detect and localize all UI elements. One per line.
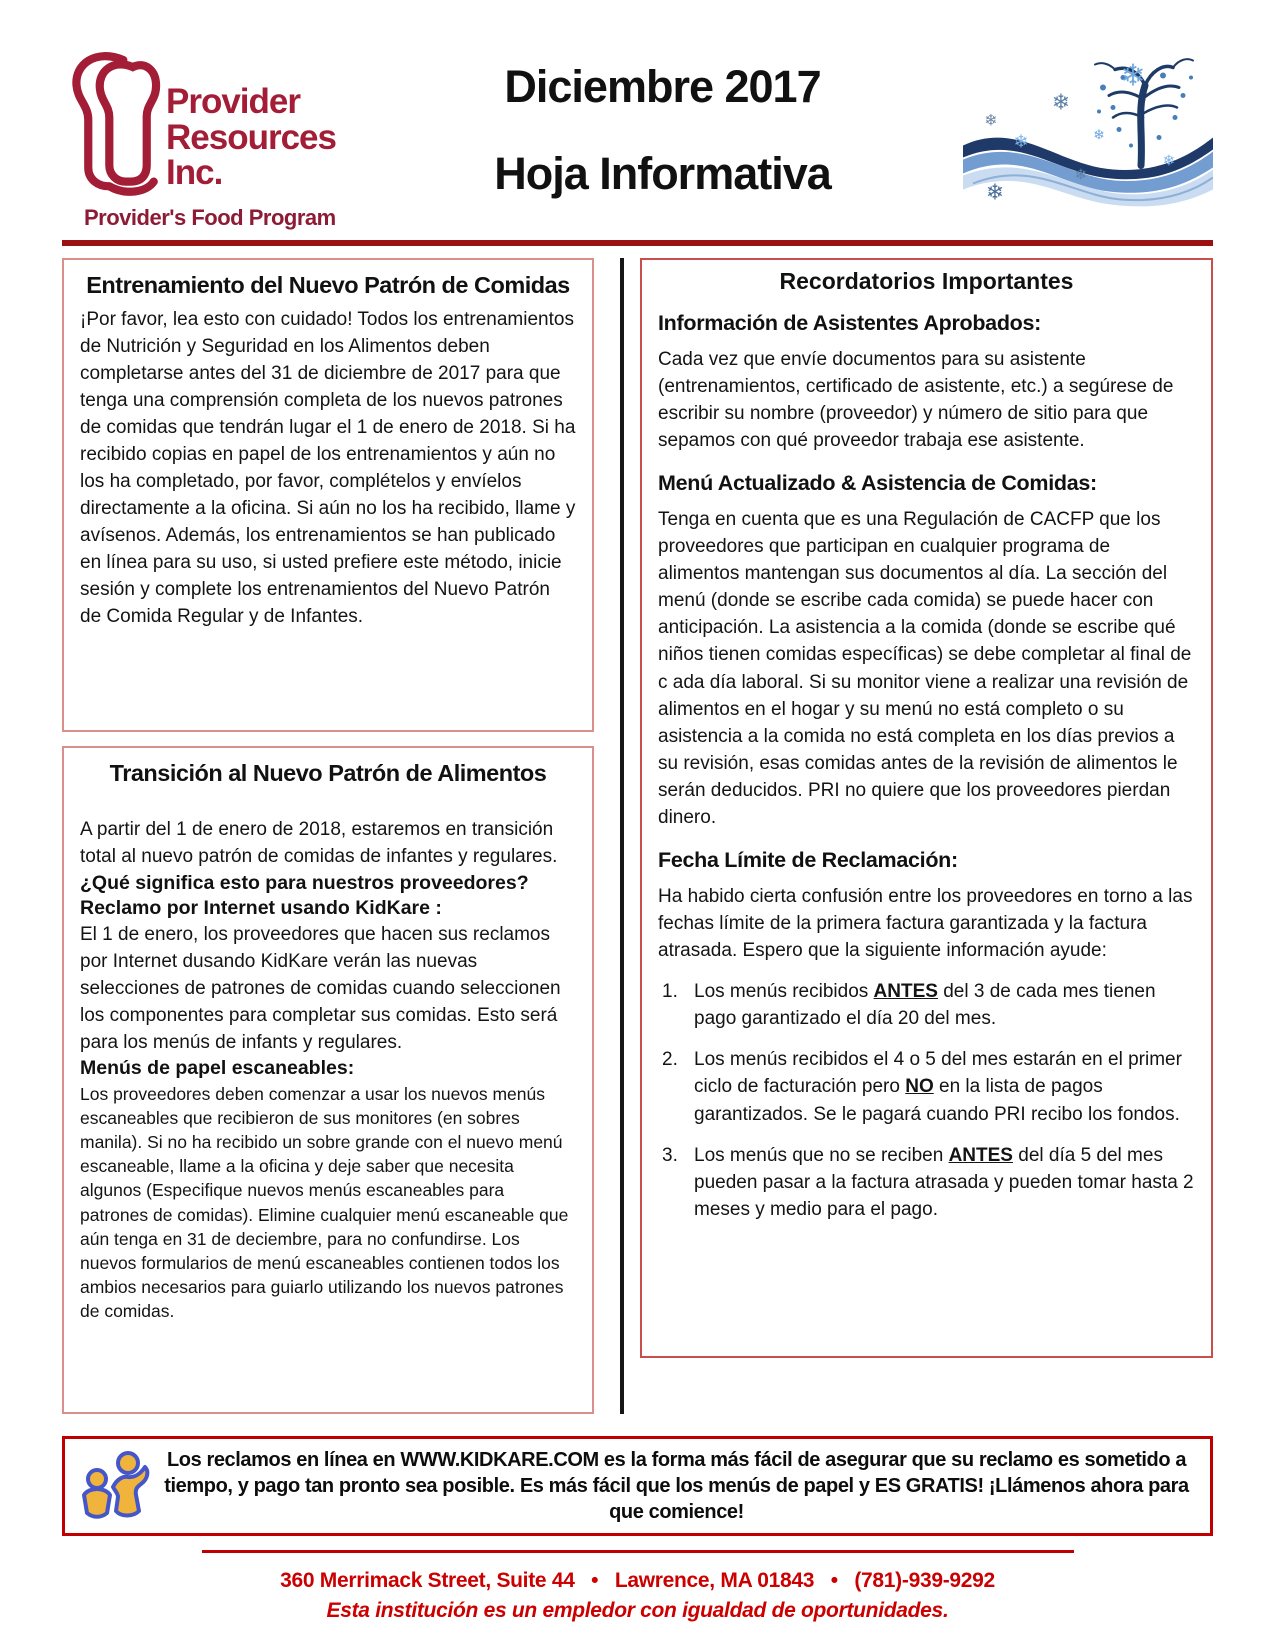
claim-deadline-heading: Fecha Límite de Reclamación: — [658, 847, 958, 872]
footer-address: 360 Merrimack Street, Suite 44 • Lawrence, MA 01843 • (781)-939-9292 — [280, 1569, 995, 1592]
right-column — [640, 258, 1213, 1414]
logo-tagline: Provider's Food Program — [84, 205, 336, 230]
list-item-text: Los menús recibidos ANTES del 3 de cada mes tienen pago garantizado el día 20 del mes. — [694, 980, 1156, 1030]
reminders-title: Recordatorios Importantes — [779, 268, 1074, 294]
newsletter-titles — [362, 46, 963, 199]
column-divider — [620, 258, 624, 1414]
training-section-box — [62, 258, 594, 732]
logo-line1: Provider — [166, 82, 300, 121]
deadline-list — [658, 978, 1195, 1223]
bread-logo-icon — [62, 46, 180, 203]
header — [62, 46, 1213, 236]
transition-section-title: Transición al Nuevo Patrón de Alimentos — [109, 760, 547, 786]
logo-line2: Resources — [166, 117, 336, 157]
transition-section-box — [62, 746, 594, 1414]
scannable-menus-heading: Menús de papel escaneables: — [80, 1057, 355, 1080]
reminders-section-box — [640, 258, 1213, 1358]
menu-updated-heading: Menú Actualizado & Asistencia de Comidas: — [658, 470, 1097, 495]
logo-block — [62, 46, 362, 231]
logo-wordmark — [166, 84, 336, 191]
list-item-text: Los menús que no se reciben ANTES del día 5 del mes pueden pasar a la factura atrasada y pueden tomar hasta 2 meses y medio para el pago. — [694, 1144, 1194, 1221]
svg-text:❄: ❄ — [1051, 90, 1071, 116]
claim-deadline-body: Ha habido cierta confusión entre los proveedores en torno a las fechas límite de la primera factura garantizada y la factura atrasada. Espero que la siguiente información ayude: — [658, 885, 1193, 961]
main-columns — [62, 258, 1213, 1414]
emphasized-word: NO — [905, 1076, 934, 1098]
menu-updated-body: Tenga en cuenta que es una Regulación de CACFP que los proveedores que participan en cualquier programa de alimentos mantengan sus documentos al día. La sección del menú (donde se escribe cada comida) se puede hacer con anticipación. La asistencia a la comida (donde se escribe qué niños tienen comidas específicas) se debe completar al final de c ada día laboral. Si su monitor viene a realizar una revisión de alimentos en el hogar y su menú no está completo o su asistencia a la comida no está completa en los días previos a su revisión, esas comidas antes de la revisión de alimentos le serán deducidos. PRI no quiere que los proveedores pierdan dinero. — [658, 508, 1192, 829]
assistants-body: Cada vez que envíe documentos para su asistente (entrenamientos, certificado de asistente, etc.) a segúrese de escribir su nombre (proveedor) y número de sitio para que sepamos con qué proveedor trabaja ese asistente. — [658, 349, 1174, 452]
list-item-text: Los menús recibidos el 4 o 5 del mes estarán en el primer ciclo de facturación pero NO en la lista de pagos garantizados. Se le pagará cuando PRI recibo los fondos. — [694, 1049, 1182, 1125]
transition-question-heading: ¿Qué significa esto para nuestros proveedores? — [80, 871, 529, 894]
transition-paragraph-2: El 1 de enero, los proveedores que hacen sus reclamos por Internet dusando KidKare verán las nuevas selecciones de patrones de comidas cuando seleccionen los componentes para completar sus comidas. Esto será para los menús de infants y regulares. — [80, 923, 561, 1053]
people-icon — [79, 1449, 157, 1523]
deadline-list-item — [658, 1046, 1195, 1127]
kidkare-banner-text: Los reclamos en línea en WWW.KIDKARE.COM es la forma más fácil de asegurar que su reclamo es sometido a tiempo, y pago tan pronto sea posible. Es más fácil que los menús de papel y ES GRATIS! ¡Llámenos ahora para que comience! — [164, 1449, 1189, 1523]
kidkare-banner — [62, 1436, 1213, 1536]
list-number: 2. — [662, 1049, 678, 1071]
kidkare-claims-heading: Reclamo por Internet usando KidKare : — [80, 897, 442, 920]
emphasized-word: ANTES — [873, 980, 938, 1002]
emphasized-word: ANTES — [948, 1144, 1013, 1166]
footer — [62, 1550, 1213, 1623]
training-section-body: ¡Por favor, lea esto con cuidado! Todos los entrenamientos de Nutrición y Seguridad en los Alimentos deben completarse antes del 31 de diciembre de 2017 para que tenga una comprensión completa de los nuevos patrones de comidas que tendrán lugar el 1 de enero de 2018. Si ha recibido copias en papel de los entrenamientos y aún no los ha completado, por favor, complételos y envíelos directamente a la oficina. Si aún no los ha recibido, llame y avísenos. Además, los entrenamientos se han publicado en línea para su uso, si usted prefiere este método, inicie sesión y complete los entrenamientos del Nuevo Patrón de Comida Regular y de Infantes. — [80, 309, 576, 627]
assistants-heading: Información de Asistentes Aprobados: — [658, 311, 1042, 335]
svg-text:❄: ❄ — [1120, 58, 1146, 94]
transition-paragraph-1: A partir del 1 de enero de 2018, estaremos en transición total al nuevo patrón de comidas de infantes y regulares. — [80, 819, 558, 867]
header-divider-rule — [62, 240, 1213, 246]
scannable-menus-body: Los proveedores deben comenzar a usar los nuevos menús escaneables que recibieron de sus monitores (en sobres manila). Si no ha recibido un sobre grande con el nuevo menú escaneable, llame a la oficina y deje saber que necesita algunos (Especifique nuevos menús escaneables para patrones de comidas). Elimine cualquier menú escaneable que aún tenga en 31 de deciembre, para no confundirse. Los nuevos formularios de menú escaneables contienen todos los ambios necesarios para guiarlo utilizando los nuevos patrones de comidas. — [80, 1083, 569, 1322]
newsletter-name-title: Hoja Informativa — [494, 148, 831, 199]
svg-text:❄: ❄ — [1013, 131, 1029, 153]
winter-scene-icon — [963, 46, 1213, 224]
training-section-title: Entrenamiento del Nuevo Patrón de Comidas — [86, 272, 570, 298]
list-number: 1. — [662, 980, 678, 1002]
newsletter-date-title: Diciembre 2017 — [504, 61, 821, 112]
logo-line3: Inc. — [166, 153, 223, 193]
svg-text:❄: ❄ — [1162, 151, 1176, 170]
list-number: 3. — [662, 1144, 678, 1166]
svg-text:❄: ❄ — [985, 180, 1005, 206]
left-column — [62, 258, 594, 1414]
svg-text:❄: ❄ — [1093, 127, 1105, 144]
footer-eoe-statement: Esta institución es un empledor con igualdad de oportunidades. — [326, 1599, 949, 1622]
footer-rule — [202, 1550, 1074, 1553]
svg-text:❄: ❄ — [1074, 165, 1088, 184]
deadline-list-item — [658, 1142, 1195, 1223]
deadline-list-item — [658, 978, 1195, 1032]
svg-text:❄: ❄ — [984, 110, 998, 130]
